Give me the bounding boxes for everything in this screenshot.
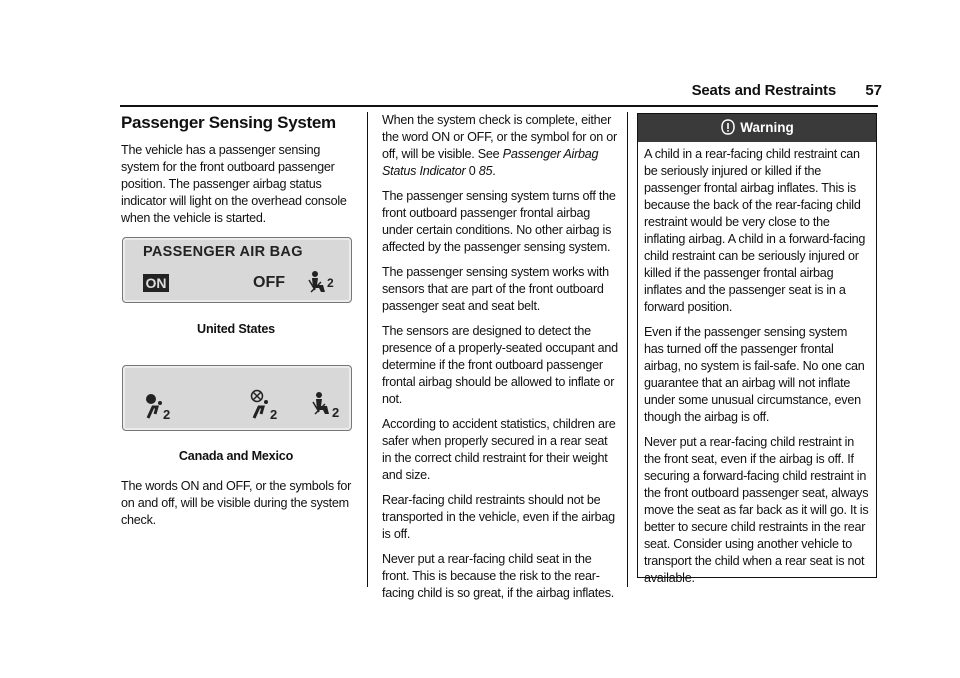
warning-paragraph: Never put a rear-facing child restraint in the front seat, even if the airbag is off. If securing a forward-facing child restraint in the front outboard passenger seat, always move the seat as far back as it will go. It is better to secure child restraints in the rear seat. Consider using another vehicle to transport the child when a rear seat is not available. — [644, 435, 869, 585]
cross-reference-link[interactable]: Passenger Airbag Status Indicator — [382, 147, 599, 178]
warning-paragraph: Even if the passenger sensing system has turned off the passenger frontal airbag, no system is fail-safe. No one can guarantee that an airbag will not inflate under some unusual circumstance, even though the airbag is off. — [644, 325, 865, 424]
caption-united-states: United States — [197, 322, 275, 336]
seated-occupant-icon — [305, 270, 341, 296]
cross-reference-page[interactable]: 85 — [478, 164, 493, 178]
page-ref-arrow-icon: 0 — [468, 164, 476, 178]
intro-paragraph: The vehicle has a passenger sensing system for the front outboard passenger position. The passenger airbag status indicator will light on the overhead console when the vehicle is started. — [121, 143, 347, 225]
warning-box — [637, 113, 877, 585]
column-1 — [121, 112, 357, 235]
column-divider — [367, 112, 368, 587]
paragraph: According to accident statistics, children are safer when properly secured in a rear seat in the correct child restraint for their weight and size. — [382, 417, 616, 482]
airbag-on-icon — [143, 392, 179, 422]
section-title: Passenger Sensing System — [121, 113, 336, 132]
panel-heading: PASSENGER AIR BAG — [143, 244, 303, 260]
icon-subscript: 2 — [163, 407, 171, 422]
paragraph: The passenger sensing system works with sensors that are part of the front outboard passenger seat and seat belt. — [382, 265, 609, 313]
page-number: 57 — [865, 82, 882, 99]
paragraph: Rear-facing child restraints should not be transported in the vehicle, even if the airbag is off. — [382, 493, 615, 541]
paragraph: The passenger sensing system turns off the front outboard passenger frontal airbag under certain conditions. No other airbag is affected by the passenger sensing system. — [382, 189, 616, 254]
seated-occupant-icon — [309, 390, 347, 422]
icon-subscript: 2 — [332, 405, 340, 420]
system-check-paragraph: The words ON and OFF, or the symbols for on and off, will be visible during the system check. — [121, 479, 352, 527]
header-rule — [120, 105, 878, 107]
canada-airbag-indicator-panel — [122, 365, 352, 431]
paragraph: The sensors are designed to detect the presence of a properly-seated occupant and determine if the front outboard passenger frontal airbag should be allowed to inflate or not. — [382, 324, 618, 406]
us-airbag-indicator-panel — [122, 237, 352, 303]
running-header-title: Seats and Restraints — [691, 82, 836, 99]
warning-title: Warning — [740, 120, 794, 135]
caption-canada-mexico: Canada and Mexico — [178, 449, 294, 463]
paragraph-end: . — [492, 164, 496, 178]
paragraph: Never put a rear-facing child seat in the front. This is because the risk to the rear-facing child is so great, if the airbag inflates. — [382, 552, 615, 600]
paragraph-system-check — [382, 112, 618, 180]
on-indicator: ON — [143, 274, 169, 292]
warning-body — [638, 142, 876, 587]
warning-paragraph: A child in a rear-facing child restraint can be seriously injured or killed if the passenger frontal airbag inflates. This is because the back of the rear-facing child restraint would be very close to the inflating airbag. A child in a forward-facing child restraint can be seriously injured or killed if the passenger frontal airbag inflates and the passenger seat is in a forward position. — [644, 147, 866, 314]
column-2 — [382, 112, 618, 610]
icon-subscript: 2 — [270, 407, 278, 422]
icon-subscript: 2 — [327, 276, 334, 290]
off-indicator: OFF — [253, 274, 285, 291]
warning-alert-icon — [720, 119, 736, 135]
warning-header — [638, 114, 876, 142]
column-divider — [627, 112, 628, 587]
airbag-off-icon — [247, 388, 287, 422]
paragraph-text: When the system check is complete, either the word ON or OFF, or the symbol for on or off, will be visible. See — [382, 113, 617, 161]
